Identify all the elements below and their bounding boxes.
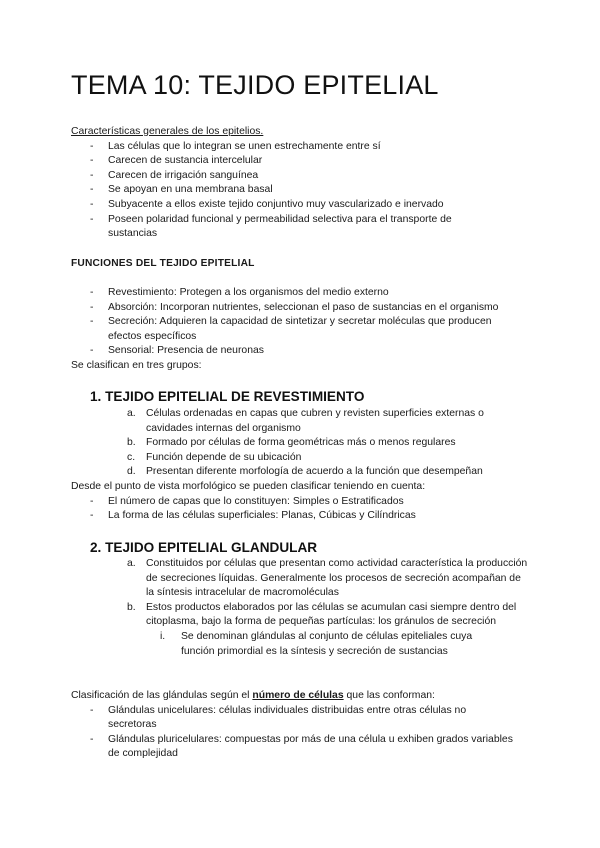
list-item: - Poseen polaridad funcional y permeabilidad selectiva para el transporte de sustancias <box>71 213 468 242</box>
glandular-subitem: i. Se denominan glándulas al conjunto de células epiteliales cuya función primordial es la síntesis y secreción de sustancias <box>160 630 473 657</box>
funciones-section <box>71 257 541 272</box>
list-item: - Revestimiento: Protegen a los organismos del medio externo <box>71 286 541 301</box>
list-item: d. Presentan diferente morfología de acuerdo a la función que desempeñan <box>127 466 483 478</box>
clasificacion-intro: Clasificación de las glándulas según el número de células que las conforman: <box>71 690 435 701</box>
list-item: - Las células que lo integran se unen estrechamente entre sí <box>71 140 541 155</box>
clasificacion-list <box>71 704 541 762</box>
list-item: b. Formado por células de forma geométricas más o menos regulares <box>127 437 456 449</box>
list-item: - Glándulas unicelulares: células individuales distribuidas entre otras células no secretoras <box>71 704 508 733</box>
list-item: - La forma de las células superficiales: Planas, Cúbicas y Cilíndricas <box>71 509 541 524</box>
list-item: - Absorción: Incorporan nutrientes, seleccionan el paso de sustancias en el organismo <box>71 301 541 316</box>
list-item: - Se apoyan en una membrana basal <box>71 183 541 198</box>
list-item: - Secreción: Adquieren la capacidad de sintetizar y secretar moléculas que producen efectos específicos <box>71 315 513 344</box>
list-item: - Glándulas pluricelulares: compuestas por más de una célula u exhiben grados variables de complejidad <box>71 733 513 762</box>
caracteristicas-section <box>71 125 541 242</box>
revestimiento-list <box>71 407 541 480</box>
list-item: a. Constituidos por células que presentan como actividad característica la producción de secreciones líquidas. Generalmente los procesos de secreción acompañan de la síntesis intracelular de macromoléculas <box>127 558 528 599</box>
list-item: - Sensorial: Presencia de neuronas <box>71 344 541 359</box>
list-item: - El número de capas que lo constituyen: Simples o Estratificados <box>71 495 541 510</box>
list-item: c. Función depende de su ubicación <box>127 451 302 463</box>
caracteristicas-list <box>71 140 541 242</box>
glandular-list <box>71 557 541 630</box>
caracteristicas-heading: Características generales de los epitelios. <box>71 126 264 137</box>
funciones-after-text: Se clasifican en tres grupos: <box>71 359 202 371</box>
list-item: a. Células ordenadas en capas que cubren y revisten superficies externas o cavidades internas del organismo <box>127 408 484 434</box>
revestimiento-section <box>71 407 541 524</box>
emphasis-text: número de células <box>252 690 344 701</box>
clasificacion-section <box>71 689 541 762</box>
funciones-list <box>71 286 541 359</box>
funciones-list-block <box>71 286 541 374</box>
list-item: - Carecen de irrigación sanguínea <box>71 169 541 184</box>
funciones-heading: FUNCIONES DEL TEJIDO EPITELIAL <box>71 258 255 269</box>
revestimiento-criteria <box>71 495 541 524</box>
list-item: b. Estos productos elaborados por las células se acumulan casi siempre dentro del citoplasma, bajo la forma de pequeñas partículas: los gránulos de secreción <box>127 601 517 628</box>
list-item: - Carecen de sustancia intercelular <box>71 154 541 169</box>
glandular-heading: 2. TEJIDO EPITELIAL GLANDULAR <box>90 540 318 555</box>
revestimiento-intro: Desde el punto de vista morfológico se pueden clasificar teniendo en cuenta: <box>71 480 426 492</box>
page-title: TEMA 10: TEJIDO EPITELIAL <box>71 70 439 100</box>
list-item: - Subyacente a ellos existe tejido conjuntivo muy vascularizado e inervado <box>71 198 541 213</box>
revestimiento-heading: 1. TEJIDO EPITELIAL DE REVESTIMIENTO <box>90 389 365 404</box>
glandular-section <box>71 557 541 659</box>
